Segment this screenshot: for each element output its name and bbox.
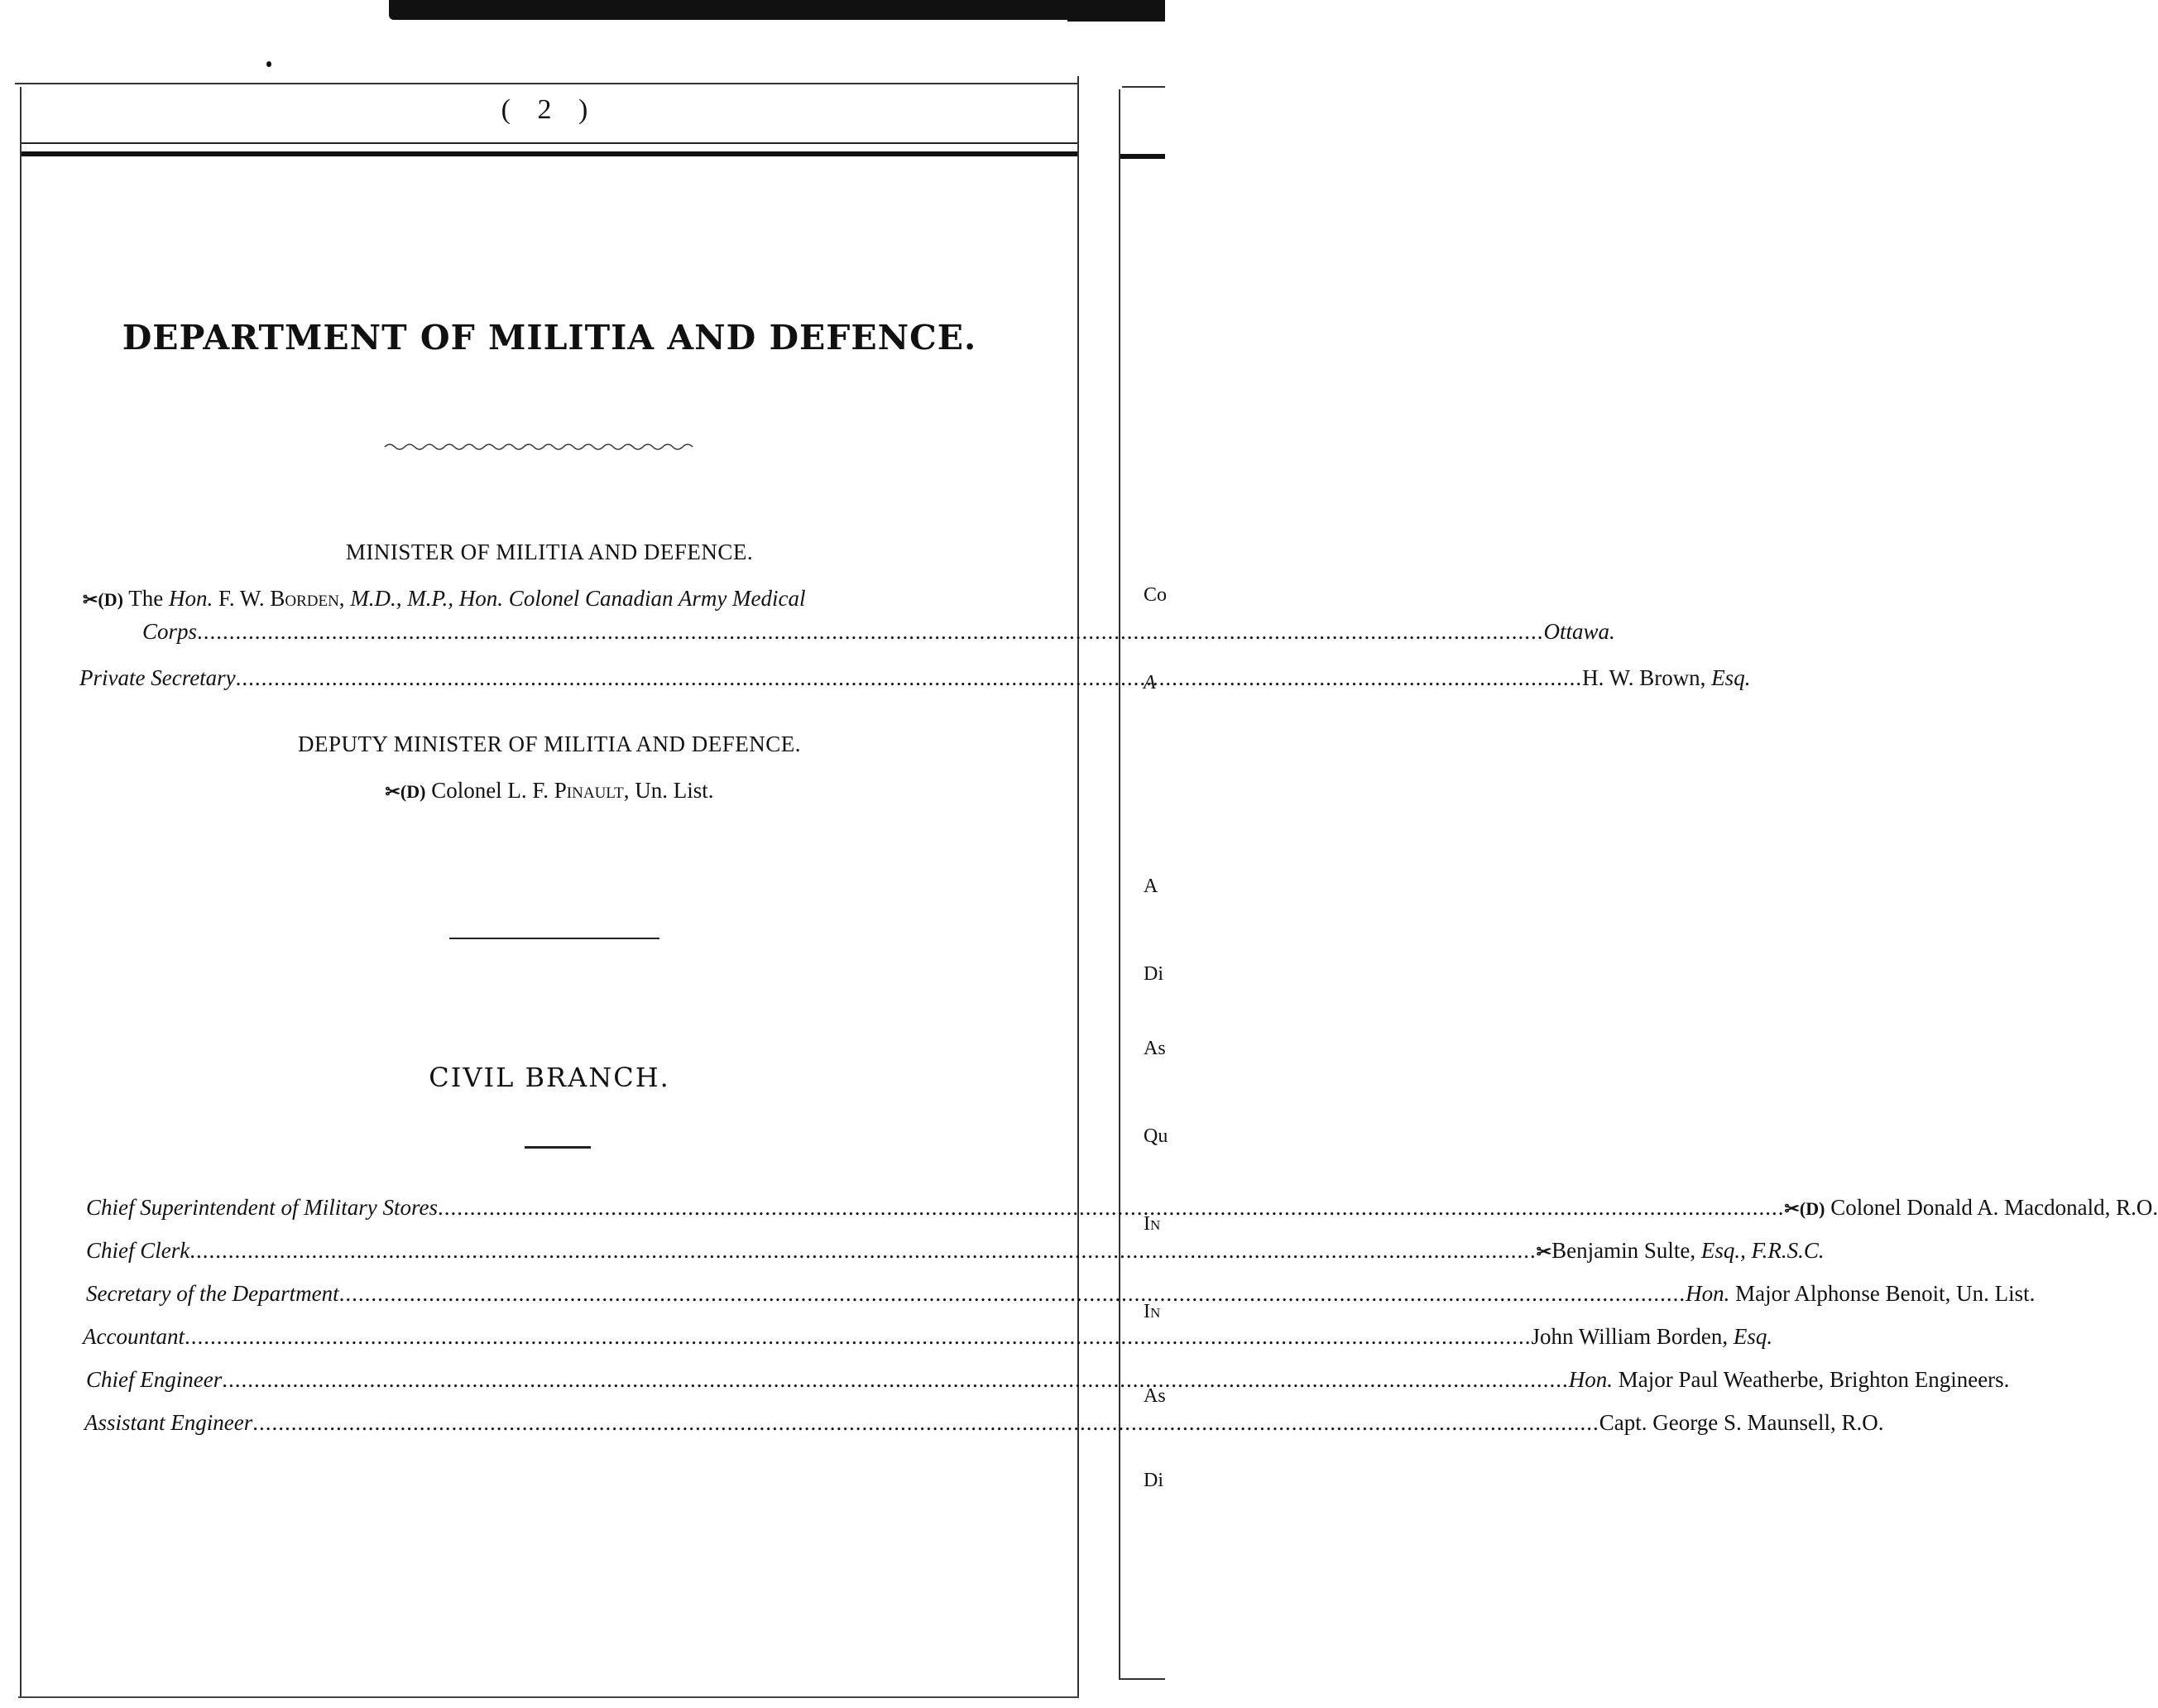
next-page-fragment: Qu <box>1144 1125 1168 1147</box>
section-divider <box>449 938 659 939</box>
header-rule-thin <box>22 142 1077 144</box>
next-page-frame <box>1119 89 1120 1678</box>
page-frame-top <box>15 83 1079 84</box>
next-page-fragment: A <box>1144 876 1158 897</box>
next-page-fragment: A <box>1144 672 1156 693</box>
next-page-fragment: As <box>1144 1385 1166 1407</box>
minister-line: ✂(D) The Hon. F. W. Borden, M.D., M.P., Hon. Colonel Canadian Army Medical <box>83 586 806 611</box>
ink-speck <box>266 61 271 67</box>
scan-edge-bar <box>1067 12 1165 22</box>
scan-edge-bar <box>389 0 1165 20</box>
next-page-fragment: In <box>1144 1213 1161 1235</box>
scissors-d-mark: ✂(D) <box>1784 1198 1825 1219</box>
leader-dots <box>189 1238 1537 1264</box>
civil-branch-heading: CIVIL BRANCH. <box>429 1062 670 1093</box>
next-page-rule <box>1120 154 1165 159</box>
leader-dots <box>252 1410 1599 1436</box>
staff-row: Chief Superintendent of Military Stores ..... ✂(D) Colonel Donald A. Macdonald, R.O. <box>86 1195 1033 1221</box>
next-page-fragment: As <box>1144 1038 1166 1059</box>
private-secretary-row: Private Secretary ..... H. W. Brown, Esq. <box>79 665 1044 691</box>
staff-row: Chief Engineer ..... Hon. Major Paul Weatherbe, Brighton Engineers. <box>86 1367 1034 1393</box>
next-page-frame <box>1119 1678 1165 1680</box>
next-page-fragment: In <box>1144 1301 1161 1322</box>
next-page-fragment: Di <box>1144 963 1163 985</box>
page-frame-bottom <box>18 1696 1079 1698</box>
section-divider <box>525 1146 591 1149</box>
next-page-fragment: Co <box>1144 584 1168 606</box>
leader-dots <box>236 665 1583 691</box>
page-title: DEPARTMENT OF MILITIA AND DEFENCE. <box>122 318 977 357</box>
leader-dots <box>339 1281 1686 1307</box>
minister-line-2: Corps ..... Ottawa. <box>142 619 1008 645</box>
leader-dots <box>185 1324 1532 1350</box>
leader-dots <box>438 1195 1785 1221</box>
minister-heading: MINISTER OF MILITIA AND DEFENCE. <box>345 540 754 564</box>
staff-row: Secretary of the Department ..... Hon. Major Alphonse Benoit, Un. List. <box>86 1281 1046 1307</box>
staff-row: Assistant Engineer ..... Capt. George S. Maunsell, R.O. <box>84 1410 1033 1436</box>
next-page-fragment: Di <box>1144 1470 1163 1491</box>
leader-dots <box>222 1367 1569 1393</box>
page-frame-right <box>1077 76 1079 1696</box>
wavy-ornament <box>385 439 699 455</box>
staff-row: Chief Clerk ..... ✂ Benjamin Sulte, Esq., F.R.S.C. <box>86 1238 1033 1264</box>
leader-dots <box>197 619 1544 645</box>
next-page-frame <box>1122 86 1165 88</box>
header-rule-thick <box>22 151 1077 156</box>
staff-row: Accountant ..... John William Borden, Esq. <box>83 1324 1034 1350</box>
deputy-heading: DEPUTY MINISTER OF MILITIA AND DEFENCE. <box>298 732 801 756</box>
scissors-mark: ✂ <box>1536 1241 1552 1262</box>
page-number: ( 2 ) <box>501 94 598 125</box>
deputy-line: ✂(D) Colonel L. F. Pinault, Un. List. <box>385 778 714 803</box>
scissors-d-mark: ✂(D) <box>83 589 123 610</box>
scissors-d-mark: ✂(D) <box>385 781 426 802</box>
